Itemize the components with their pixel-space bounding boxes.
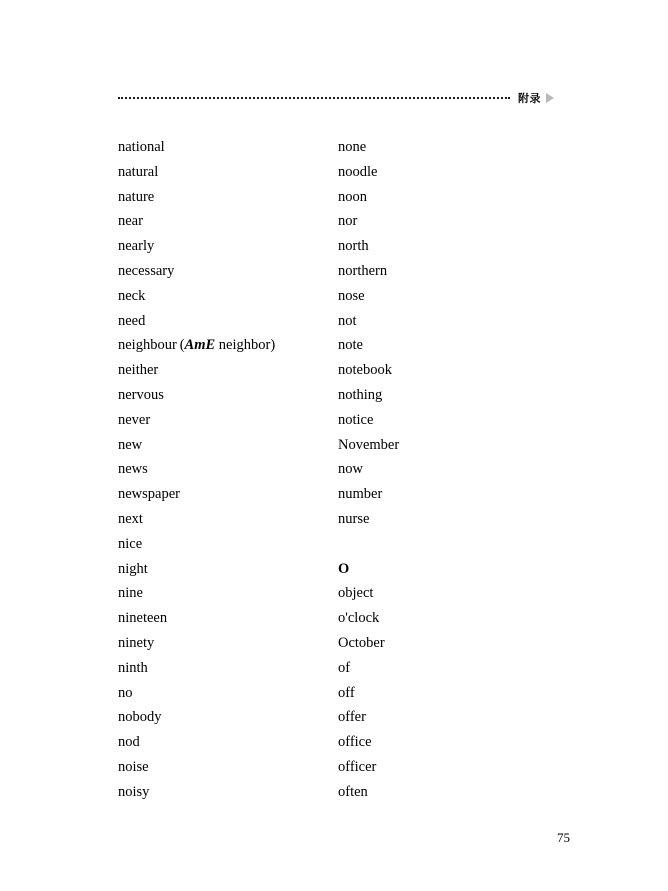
word-entry: need	[118, 312, 146, 329]
word-entry: o'clock	[338, 610, 380, 627]
word-entry: neither	[118, 362, 159, 379]
word-entry: often	[338, 783, 368, 800]
word-entry: nose	[338, 287, 365, 304]
word-entry: nor	[338, 213, 358, 230]
word-entry: night	[118, 560, 148, 577]
word-entry: nervous	[118, 386, 164, 403]
word-entry-neighbour: neighbour (AmE neighbor)	[118, 337, 276, 354]
word-entry: notebook	[338, 362, 392, 379]
word-entry: nothing	[338, 386, 383, 403]
word-entry: near	[118, 213, 143, 230]
word-entry: November	[338, 436, 400, 453]
variant-label-ame: AmE	[184, 337, 216, 354]
word-entry: no	[118, 684, 133, 701]
word-entry: neck	[118, 287, 146, 304]
word-entry: number	[338, 486, 383, 503]
word-column-right	[338, 135, 558, 805]
word-entry: necessary	[118, 262, 175, 279]
word-entry: news	[118, 461, 148, 478]
triangle-right-icon	[546, 93, 554, 103]
word-entry: nurse	[338, 510, 370, 527]
header-section-label: 附录	[518, 92, 541, 105]
word-entry: natural	[118, 163, 159, 180]
word-entry: nobody	[118, 709, 162, 726]
word-entry: newspaper	[118, 486, 181, 503]
word-entry: ninety	[118, 634, 155, 651]
word-entry: noisy	[118, 783, 150, 800]
word-entry: north	[338, 238, 369, 255]
word-entry: nod	[118, 734, 140, 751]
word-entry: nice	[118, 535, 143, 552]
word-column-left	[118, 135, 338, 805]
word-entry: ninth	[118, 659, 148, 676]
letter-heading: O	[338, 560, 350, 577]
word-entry: nearly	[118, 238, 155, 255]
header-dotted-rule	[118, 96, 510, 99]
word-entry: off	[338, 684, 355, 701]
page-header	[118, 88, 554, 108]
word-entry: offer	[338, 709, 366, 726]
word-entry: never	[118, 411, 151, 428]
word-entry: national	[118, 139, 165, 155]
word-entry: October	[338, 634, 385, 651]
word-entry: noise	[118, 758, 149, 775]
word-entry: next	[118, 510, 143, 527]
word-entry: now	[338, 461, 363, 478]
word-entry: of	[338, 659, 351, 676]
word-list-columns	[118, 135, 558, 805]
word-entry: noon	[338, 188, 367, 205]
word-entry: nature	[118, 188, 155, 205]
word-entry: nineteen	[118, 610, 168, 627]
word-entry: object	[338, 585, 374, 602]
word-entry: officer	[338, 758, 377, 775]
word-entry: none	[338, 139, 367, 155]
word-entry: nine	[118, 585, 143, 602]
word-entry: notice	[338, 411, 374, 428]
word-entry: noodle	[338, 163, 378, 180]
word-entry: new	[118, 436, 143, 453]
word-entry: not	[338, 312, 357, 329]
spacer-row	[338, 532, 558, 557]
page-number: 75	[557, 830, 570, 845]
word-entry: note	[338, 337, 363, 354]
word-entry: office	[338, 734, 372, 751]
word-entry: northern	[338, 262, 388, 279]
